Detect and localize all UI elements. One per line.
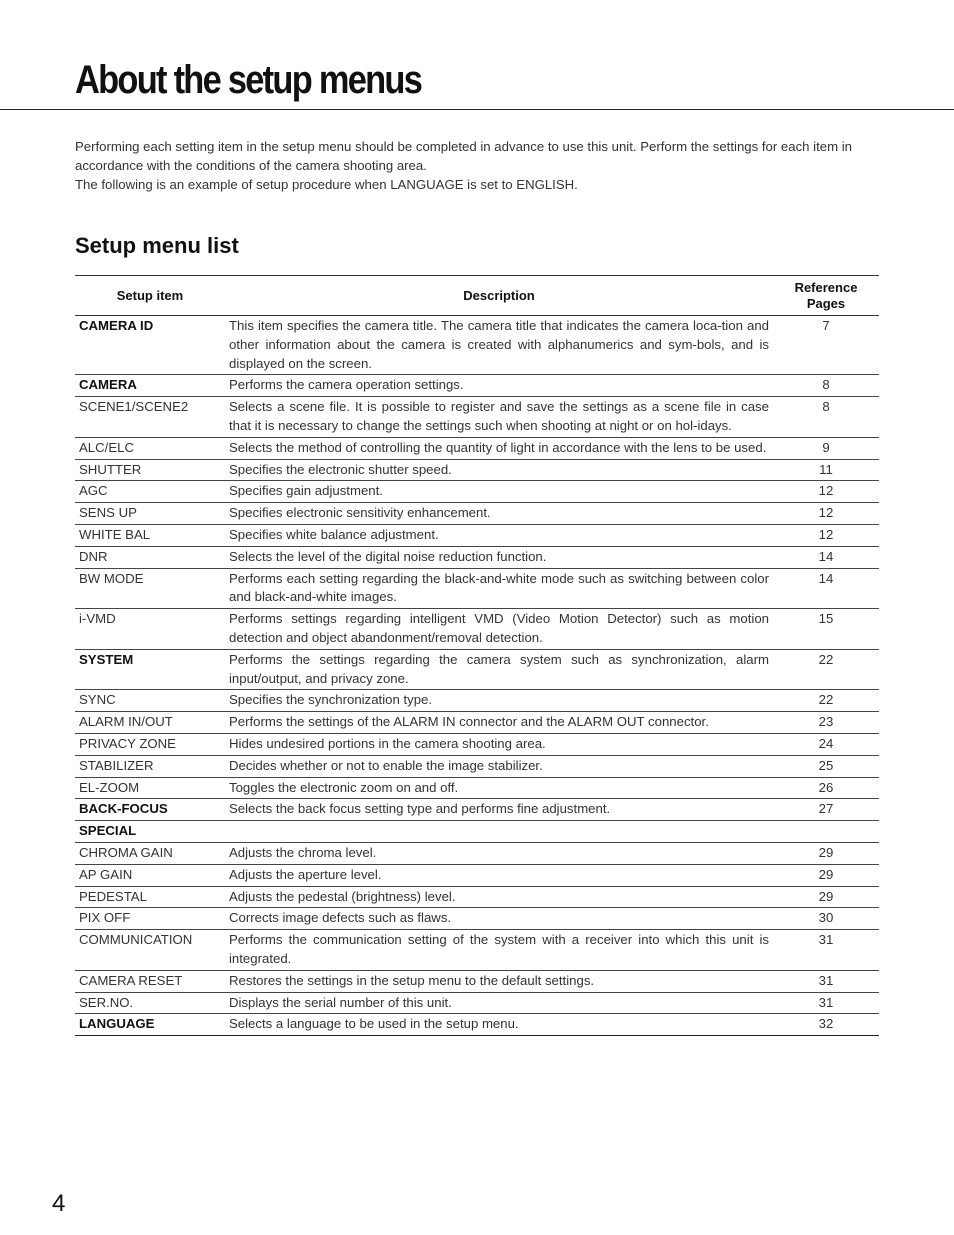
description-cell: Performs the camera operation settings. [225, 375, 773, 397]
setup-item-cell: i-VMD [75, 609, 225, 650]
page-title: About the setup menus [75, 58, 422, 102]
description-cell: Displays the serial number of this unit. [225, 992, 773, 1014]
table-row [75, 568, 879, 609]
reference-page-cell: 29 [773, 864, 879, 886]
description-cell: Specifies electronic sensitivity enhancement. [225, 503, 773, 525]
reference-page-cell: 9 [773, 437, 879, 459]
column-header-setup-item: Setup item [75, 276, 225, 316]
table-row [75, 970, 879, 992]
description-cell: Performs settings regarding intelligent VMD (Video Motion Detector) such as motion detection and object abandonment/removal detection. [225, 609, 773, 650]
reference-page-cell: 7 [773, 316, 879, 375]
intro-paragraph: The following is an example of setup procedure when LANGUAGE is set to ENGLISH. [75, 176, 578, 192]
setup-item-cell: SYNC [75, 690, 225, 712]
page-number: 4 [52, 1190, 66, 1217]
table-header-row [75, 276, 879, 316]
reference-page-cell: 8 [773, 397, 879, 438]
reference-page-cell: 30 [773, 908, 879, 930]
setup-item-cell: ALC/ELC [75, 437, 225, 459]
column-header-reference-pages [773, 276, 879, 316]
setup-item-cell: PIX OFF [75, 908, 225, 930]
description-cell: Specifies white balance adjustment. [225, 524, 773, 546]
table-row [75, 481, 879, 503]
table-row [75, 397, 879, 438]
intro-paragraph: Performing each setting item in the setup menu should be completed in advance to use this unit. Perform the settings for each item in accordance with the conditions of the camera shooting area. [75, 139, 853, 173]
description-cell: Performs the communication setting of the system with a receiver into which this unit is integrated. [225, 930, 773, 971]
setup-menu-table [75, 275, 879, 1036]
reference-page-cell: 12 [773, 503, 879, 525]
setup-item-cell: CAMERA [75, 375, 225, 397]
reference-page-cell [773, 821, 879, 843]
setup-item-cell: CAMERA ID [75, 316, 225, 375]
reference-page-cell: 8 [773, 375, 879, 397]
reference-page-cell: 24 [773, 733, 879, 755]
setup-item-cell: WHITE BAL [75, 524, 225, 546]
table-row [75, 609, 879, 650]
reference-page-cell: 14 [773, 546, 879, 568]
table-row [75, 733, 879, 755]
setup-item-cell: BACK-FOCUS [75, 799, 225, 821]
table-row [75, 842, 879, 864]
table-row [75, 459, 879, 481]
setup-item-cell: LANGUAGE [75, 1014, 225, 1036]
table-row [75, 992, 879, 1014]
description-cell: Specifies gain adjustment. [225, 481, 773, 503]
reference-page-cell: 23 [773, 712, 879, 734]
table-row [75, 437, 879, 459]
description-cell: Performs the settings of the ALARM IN connector and the ALARM OUT connector. [225, 712, 773, 734]
setup-item-cell: SENS UP [75, 503, 225, 525]
table-row [75, 908, 879, 930]
reference-page-cell: 14 [773, 568, 879, 609]
setup-item-cell: AGC [75, 481, 225, 503]
title-divider [0, 109, 954, 110]
reference-page-cell: 12 [773, 524, 879, 546]
description-cell: Toggles the electronic zoom on and off. [225, 777, 773, 799]
setup-item-cell: SCENE1/SCENE2 [75, 397, 225, 438]
setup-item-cell: STABILIZER [75, 755, 225, 777]
setup-item-cell: DNR [75, 546, 225, 568]
table-row [75, 712, 879, 734]
description-cell: Selects the level of the digital noise reduction function. [225, 546, 773, 568]
description-cell: Performs the settings regarding the camera system such as synchronization, alarm input/output, and privacy zone. [225, 649, 773, 690]
description-cell: Adjusts the chroma level. [225, 842, 773, 864]
description-cell: This item specifies the camera title. The camera title that indicates the camera loca-tion and other information about the camera is created with alphanumerics and sym-bols, and is displayed on the screen. [225, 316, 773, 375]
reference-page-cell: 25 [773, 755, 879, 777]
table-row [75, 503, 879, 525]
table-row [75, 316, 879, 375]
setup-item-cell: SYSTEM [75, 649, 225, 690]
table-row [75, 546, 879, 568]
table-row [75, 886, 879, 908]
reference-page-cell: 12 [773, 481, 879, 503]
reference-page-cell: 15 [773, 609, 879, 650]
table-row [75, 690, 879, 712]
description-cell [225, 821, 773, 843]
intro-text [75, 138, 881, 194]
column-header-description: Description [225, 276, 773, 316]
description-cell: Specifies the electronic shutter speed. [225, 459, 773, 481]
description-cell: Decides whether or not to enable the image stabilizer. [225, 755, 773, 777]
setup-item-cell: SER.NO. [75, 992, 225, 1014]
description-cell: Performs each setting regarding the black-and-white mode such as switching between color and black-and-white images. [225, 568, 773, 609]
table-body [75, 316, 879, 1036]
setup-item-cell: PRIVACY ZONE [75, 733, 225, 755]
description-cell: Selects a language to be used in the setup menu. [225, 1014, 773, 1036]
setup-item-cell: COMMUNICATION [75, 930, 225, 971]
reference-page-cell: 11 [773, 459, 879, 481]
table-row [75, 1014, 879, 1036]
setup-item-cell: SPECIAL [75, 821, 225, 843]
description-cell: Restores the settings in the setup menu to the default settings. [225, 970, 773, 992]
description-cell: Selects a scene file. It is possible to register and save the settings as a scene file in case that it is necessary to change the settings such when shooting at night or on hol-idays. [225, 397, 773, 438]
reference-page-cell: 22 [773, 649, 879, 690]
setup-item-cell: AP GAIN [75, 864, 225, 886]
reference-pages-label: Reference Pages [794, 280, 858, 311]
description-cell: Adjusts the aperture level. [225, 864, 773, 886]
table-row [75, 524, 879, 546]
description-cell: Selects the back focus setting type and performs fine adjustment. [225, 799, 773, 821]
table-row [75, 649, 879, 690]
table-row [75, 930, 879, 971]
table-row [75, 799, 879, 821]
section-title: Setup menu list [75, 233, 239, 258]
setup-item-cell: CAMERA RESET [75, 970, 225, 992]
table-row [75, 375, 879, 397]
reference-page-cell: 29 [773, 842, 879, 864]
setup-item-cell: CHROMA GAIN [75, 842, 225, 864]
setup-item-cell: ALARM IN/OUT [75, 712, 225, 734]
table-row [75, 755, 879, 777]
description-cell: Corrects image defects such as flaws. [225, 908, 773, 930]
description-cell: Specifies the synchronization type. [225, 690, 773, 712]
reference-page-cell: 31 [773, 970, 879, 992]
reference-page-cell: 26 [773, 777, 879, 799]
reference-page-cell: 22 [773, 690, 879, 712]
description-cell: Selects the method of controlling the quantity of light in accordance with the lens to be used. [225, 437, 773, 459]
reference-page-cell: 27 [773, 799, 879, 821]
setup-item-cell: EL-ZOOM [75, 777, 225, 799]
setup-item-cell: SHUTTER [75, 459, 225, 481]
description-cell: Hides undesired portions in the camera shooting area. [225, 733, 773, 755]
reference-page-cell: 31 [773, 930, 879, 971]
table-row [75, 777, 879, 799]
setup-item-cell: PEDESTAL [75, 886, 225, 908]
table-row [75, 864, 879, 886]
reference-page-cell: 29 [773, 886, 879, 908]
reference-page-cell: 31 [773, 992, 879, 1014]
description-cell: Adjusts the pedestal (brightness) level. [225, 886, 773, 908]
table-row [75, 821, 879, 843]
reference-page-cell: 32 [773, 1014, 879, 1036]
setup-item-cell: BW MODE [75, 568, 225, 609]
